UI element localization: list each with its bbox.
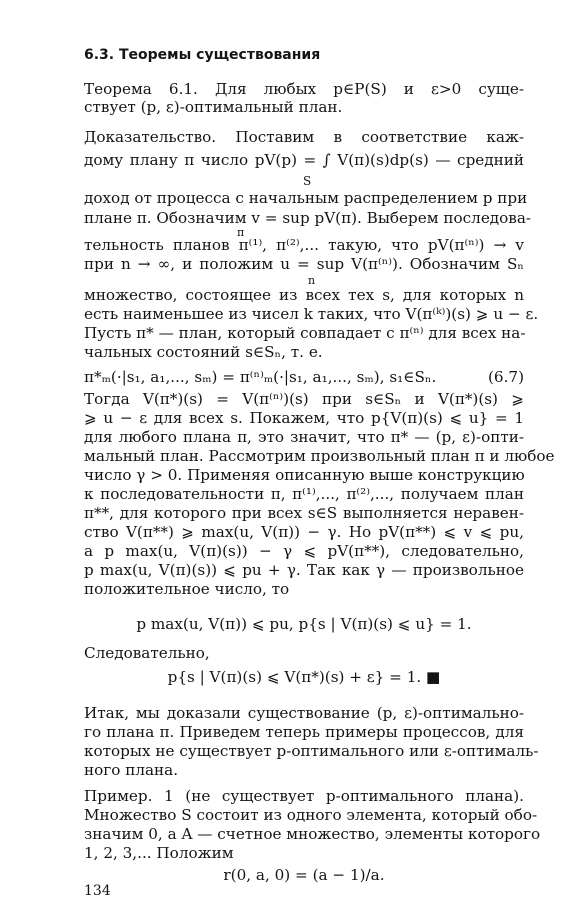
proof-line: Следовательно,	[84, 644, 210, 662]
proof-line: плане π. Обозначим v = sup pV(π). Выберем последова-	[84, 209, 532, 227]
proof-line: чальных состояний s∈Sₙ, т. е.	[84, 343, 323, 361]
proof-line: мальный план. Рассмотрим произвольный план π и любое	[84, 447, 555, 465]
sup-subscript: n	[308, 274, 316, 287]
paragraph-line: которых не существует p-оптимального или ε-оптималь-	[84, 742, 539, 760]
example-line: Множество S состоит из одного элемента, который обо-	[84, 806, 538, 824]
example-line: Пример. 1 (не существует p-оптимального плана).	[84, 787, 524, 805]
proof-line: положительное число, то	[84, 580, 290, 598]
theorem-line: ствует (p, ε)-оптимальный план.	[84, 98, 343, 116]
proof-line: p max(u, V(π)(s)) ⩽ pu + γ. Так как γ — произвольное	[84, 561, 524, 579]
proof-line: а p max(u, V(π)(s)) − γ ⩽ pV(π**), следовательно,	[84, 542, 524, 560]
proof-line: ство V(π**) ⩾ max(u, V(π)) − γ. Но pV(π**) ⩽ v ⩽ pu,	[84, 523, 524, 541]
equation-number: (6.7)	[487, 368, 524, 386]
sup-subscript: π	[237, 226, 245, 239]
proof-line: к последовательности π, π⁽¹⁾,..., π⁽²⁾,..., получаем план	[84, 485, 524, 503]
example-line: значим 0, а A — счетное множество, элементы которого	[84, 825, 541, 843]
proof-line: дому плану π число pV(p) = ∫ V(π)(s)dp(s) — средний	[84, 151, 524, 169]
proof-line: число γ > 0. Применяя описанную выше конструкцию	[84, 466, 525, 484]
proof-line: тельность планов π⁽¹⁾, π⁽²⁾,... такую, что pV(π⁽ⁿ⁾) → v	[84, 236, 524, 254]
proof-line: Пусть π* — план, который совпадает с π⁽ⁿ⁾ для всех на-	[84, 324, 526, 342]
paragraph-line: Итак, мы доказали существование (p, ε)-оптимально-	[84, 704, 524, 722]
equation-6-7-body: π*ₘ(·|s₁, a₁,..., sₘ) = π⁽ⁿ⁾ₘ(·|s₁, a₁,..., sₘ), s₁∈Sₙ.	[84, 368, 437, 386]
theorem-line: Теорема 6.1. Для любых p∈P(S) и ε>0 суще-	[84, 80, 524, 98]
paragraph-line: ного плана.	[84, 761, 179, 779]
proof-line: для любого плана π, это значит, что π* — (p, ε)-опти-	[84, 428, 524, 446]
proof-line: ⩾ u − ε для всех s. Покажем, что p{V(π)(s) ⩽ u} = 1	[84, 409, 524, 427]
proof-line: при n → ∞, и положим u = sup V(π⁽ⁿ⁾). Обозначим Sₙ	[84, 255, 524, 273]
display-equation: r(0, a, 0) = (a − 1)/a.	[223, 866, 385, 884]
page-number: 134	[84, 883, 111, 899]
proof-line: множество, состоящее из всех тех s, для которых n	[84, 286, 524, 304]
proof-line: доход от процесса с начальным распределением p при	[84, 189, 528, 207]
proof-line: Тогда V(π*)(s) = V(π⁽ⁿ⁾)(s) при s∈Sₙ и V(π*)(s) ⩾	[84, 390, 524, 408]
display-equation: p{s | V(π)(s) ⩽ V(π*)(s) + ε} = 1. ■	[167, 668, 441, 686]
equation-6-7	[84, 368, 524, 386]
display-equation: p max(u, V(π)) ⩽ pu, p{s | V(π)(s) ⩽ u} = 1.	[136, 615, 472, 633]
section-heading: 6.3. Теоремы существования	[84, 47, 321, 63]
proof-line: есть наименьшее из чисел k таких, что V(π⁽ᵏ⁾)(s) ⩾ u − ε.	[84, 305, 539, 323]
example-line: 1, 2, 3,... Положим	[84, 844, 234, 862]
proof-line: Доказательство. Поставим в соответствие каж-	[84, 128, 524, 146]
integral-subscript: S	[303, 174, 312, 188]
proof-line: π**, для которого при всех s∈S выполняется неравен-	[84, 504, 524, 522]
paragraph-line: го плана π. Приведем теперь примеры процессов, для	[84, 723, 524, 741]
